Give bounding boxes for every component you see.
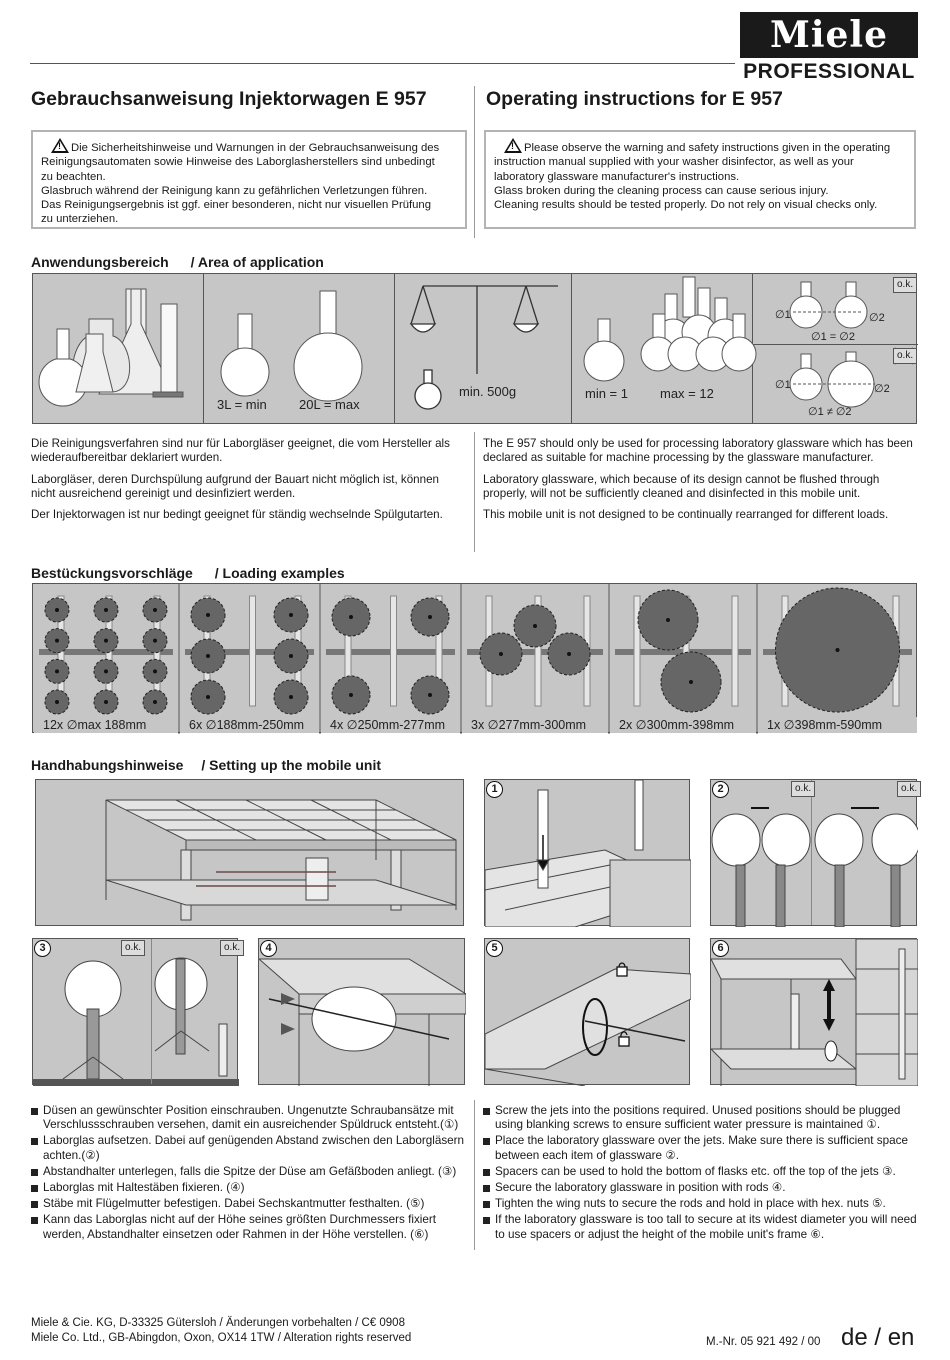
warning-line: Das Reinigungsergebnis ist ggf. einer besonderen, nicht nur visuellen Prüfung xyxy=(41,199,431,212)
warning-triangle-icon xyxy=(51,138,69,153)
loading-label: 6x ∅188mm-250mm xyxy=(189,718,305,732)
loading-label: 2x ∅300mm-398mm xyxy=(619,718,735,732)
mobile-unit-illustration xyxy=(35,779,464,926)
label-max-volume: 20L = max xyxy=(299,397,360,412)
section-heading-handling xyxy=(31,757,381,773)
mobile-unit-drawing xyxy=(36,780,465,927)
paragraph: Der Injektorwagen ist nur bedingt geeignet für ständig wechselnde Spülgutarten. xyxy=(31,508,443,522)
warning-line: !Please observe the warning and safety instructions given in the operating xyxy=(494,138,906,155)
warning-line: Glasbruch während der Reinigung kann zu gefährlichen Verletzungen führen. xyxy=(41,184,428,197)
label-d1-top: ∅1 xyxy=(775,309,791,321)
loading-label: 4x ∅250mm-277mm xyxy=(330,718,446,732)
step-badge: 6 xyxy=(712,940,729,957)
step-panel-4 xyxy=(258,938,465,1085)
section-heading-application xyxy=(31,254,324,270)
step-badge: 2 xyxy=(712,781,729,798)
column-divider xyxy=(474,86,475,238)
ok-badge: o.k. xyxy=(220,940,244,956)
loading-illustration xyxy=(33,584,918,734)
column-divider xyxy=(474,1100,475,1250)
list-item: Spacers can be used to hold the bottom of flasks etc. off the top of the jets ③. xyxy=(483,1165,919,1179)
section-title-de: Handhabungshinweise xyxy=(31,757,184,773)
warning-box-de xyxy=(31,130,467,229)
not-ok-badge: o.k. xyxy=(791,781,815,797)
warning-line: Reinigungsautomaten sowie Hinweise des Laborglasherstellers sind unbedingt xyxy=(41,156,435,169)
label-d2-top: ∅2 xyxy=(869,312,885,324)
label-d2-bottom: ∅2 xyxy=(874,383,890,395)
section-title-de: Bestückungsvorschläge xyxy=(31,565,193,581)
warning-text-en xyxy=(494,138,906,212)
footer-line: Miele & Cie. KG, D-33325 Gütersloh / Änderungen vorbehalten / C€ 0908 xyxy=(31,1317,405,1329)
footer-address xyxy=(31,1316,411,1345)
step-panel-6 xyxy=(710,938,917,1085)
paragraph: Laborgläser, deren Durchspülung aufgrund der Bauart nicht möglich ist, können nicht ausreichend gereinigt und desinfiziert werden. xyxy=(31,472,439,500)
label-eq: ∅1 = ∅2 xyxy=(811,331,855,343)
ok-badge: o.k. xyxy=(897,781,921,797)
not-ok-badge: o.k. xyxy=(121,940,145,956)
label-neq: ∅1 ≠ ∅2 xyxy=(808,406,852,418)
section-heading-loading xyxy=(31,565,345,581)
paragraph: The E 957 should only be used for processing laboratory glassware which has been declared as suitable for machine processing by the glassware manufacturer. xyxy=(483,437,913,465)
section-title-en: / Area of application xyxy=(190,254,324,270)
section-title-de: Anwendungsbereich xyxy=(31,254,169,270)
footer-line: Miele Co. Ltd., GB-Abingdon, Oxon, OX14 1TW / Alteration rights reserved xyxy=(31,1331,412,1344)
paragraph: This mobile unit is not designed to be continually rearranged for different loads. xyxy=(483,508,889,522)
list-item: Abstandhalter unterlegen, falls die Spitze der Düse am Gefäßboden anliegt. (③) xyxy=(31,1165,471,1179)
handling-list-de xyxy=(31,1104,471,1244)
step-badge: 4 xyxy=(260,940,277,957)
loading-figure xyxy=(32,583,917,733)
section-title-en: / Loading examples xyxy=(214,565,345,581)
warning-line: instruction manual supplied with your washer disinfector, as well as your xyxy=(494,156,854,169)
loading-label: 3x ∅277mm-300mm xyxy=(471,718,587,732)
list-item: Place the laboratory glassware over the jets. Make sure there is sufficient space between each item of glassware ②. xyxy=(483,1134,919,1162)
title-de: Gebrauchsanweisung Injektorwagen E 957 xyxy=(31,88,427,110)
step-panel-5 xyxy=(484,938,690,1085)
list-item: Stäbe mit Flügelmutter befestigen. Dabei Sechskantmutter festhalten. (⑤) xyxy=(31,1197,471,1211)
step-badge: 1 xyxy=(486,781,503,798)
warning-triangle-icon xyxy=(504,138,522,153)
doc-number: M.-Nr. 05 921 492 / 00 xyxy=(706,1336,821,1348)
list-item: Tighten the wing nuts to secure the rods and hold in place with hex. nuts ⑤. xyxy=(483,1197,919,1211)
loading-label: 12x ∅max 188mm xyxy=(43,718,147,732)
application-text-en xyxy=(483,437,923,529)
list-item: Laborglas mit Haltestäben fixieren. (④) xyxy=(31,1181,471,1195)
not-ok-badge: o.k. xyxy=(893,348,917,364)
ok-badge: o.k. xyxy=(893,277,917,293)
list-item: Secure the laboratory glassware in position with rods ④. xyxy=(483,1181,919,1195)
warning-text-de xyxy=(41,138,457,227)
application-figure xyxy=(32,273,917,424)
step-badge: 5 xyxy=(486,940,503,957)
column-divider xyxy=(474,432,475,552)
list-item: Düsen an gewünschter Position einschrauben. Ungenutzte Schraubansätze mit Verschlussschrauben versehen, damit ein ausreichender Spüldruck entsteht.(①) xyxy=(31,1104,471,1132)
miele-logo: Miele xyxy=(740,12,918,58)
list-item: Laborglas aufsetzen. Dabei auf genügenden Abstand zwischen den Laborgläsern achten.(②) xyxy=(31,1134,471,1162)
section-title-en: / Setting up the mobile unit xyxy=(201,757,382,773)
paragraph: Laboratory glassware, which because of its design cannot be flushed through properly, will not be sufficiently cleaned and disinfected in this mobile unit. xyxy=(483,472,880,500)
warning-line: Cleaning results should be tested properly. Do not rely on visual checks only. xyxy=(494,199,878,212)
step-panel-3 xyxy=(32,938,241,1085)
loading-label: 1x ∅398mm-590mm xyxy=(767,718,883,732)
warning-line: zu beachten. xyxy=(41,170,106,183)
label-min-weight: min. 500g xyxy=(459,384,517,399)
label-max-count: max = 12 xyxy=(660,386,714,401)
header-rule xyxy=(30,63,735,64)
step-panel-2 xyxy=(710,779,917,926)
title-en: Operating instructions for E 957 xyxy=(486,88,783,110)
step-badge: 3 xyxy=(34,940,51,957)
list-item: If the laboratory glassware is too tall to secure at its widest diameter you will need to use spacers or adjust the height of the mobile unit's frame ⑥. xyxy=(483,1213,919,1241)
paragraph: Die Reinigungsverfahren sind nur für Laborgläser geeignet, die vom Hersteller als wiederaufbereitbar deklariert wurden. xyxy=(31,437,450,465)
logo-subtitle: PROFESSIONAL xyxy=(743,60,915,83)
language-codes: de / en xyxy=(841,1324,915,1351)
application-text-de xyxy=(31,437,463,529)
label-min-volume: 3L = min xyxy=(217,397,267,412)
warning-line: zu unterziehen. xyxy=(41,213,119,226)
handling-list-en xyxy=(483,1104,919,1244)
warning-box-en xyxy=(484,130,916,229)
step-panel-1 xyxy=(484,779,690,926)
label-d1-bottom: ∅1 xyxy=(775,379,791,391)
warning-line: !Die Sicherheitshinweise und Warnungen in der Gebrauchsanweisung des xyxy=(41,138,457,155)
warning-line: laboratory glassware manufacturer's instructions. xyxy=(494,170,740,183)
list-item: Screw the jets into the positions required. Unused positions should be plugged using blanking screws to ensure sufficient water pressure is maintained ①. xyxy=(483,1104,919,1132)
list-item: Kann das Laborglas nicht auf der Höhe seines größten Durchmessers fixiert werden, Abstandhalter einsetzen oder Rahmen in der Höhe verstellen. (⑥) xyxy=(31,1213,471,1241)
application-illustration xyxy=(33,274,918,425)
label-min-count: min = 1 xyxy=(585,386,628,401)
warning-line: Glass broken during the cleaning process can cause serious injury. xyxy=(494,184,829,197)
